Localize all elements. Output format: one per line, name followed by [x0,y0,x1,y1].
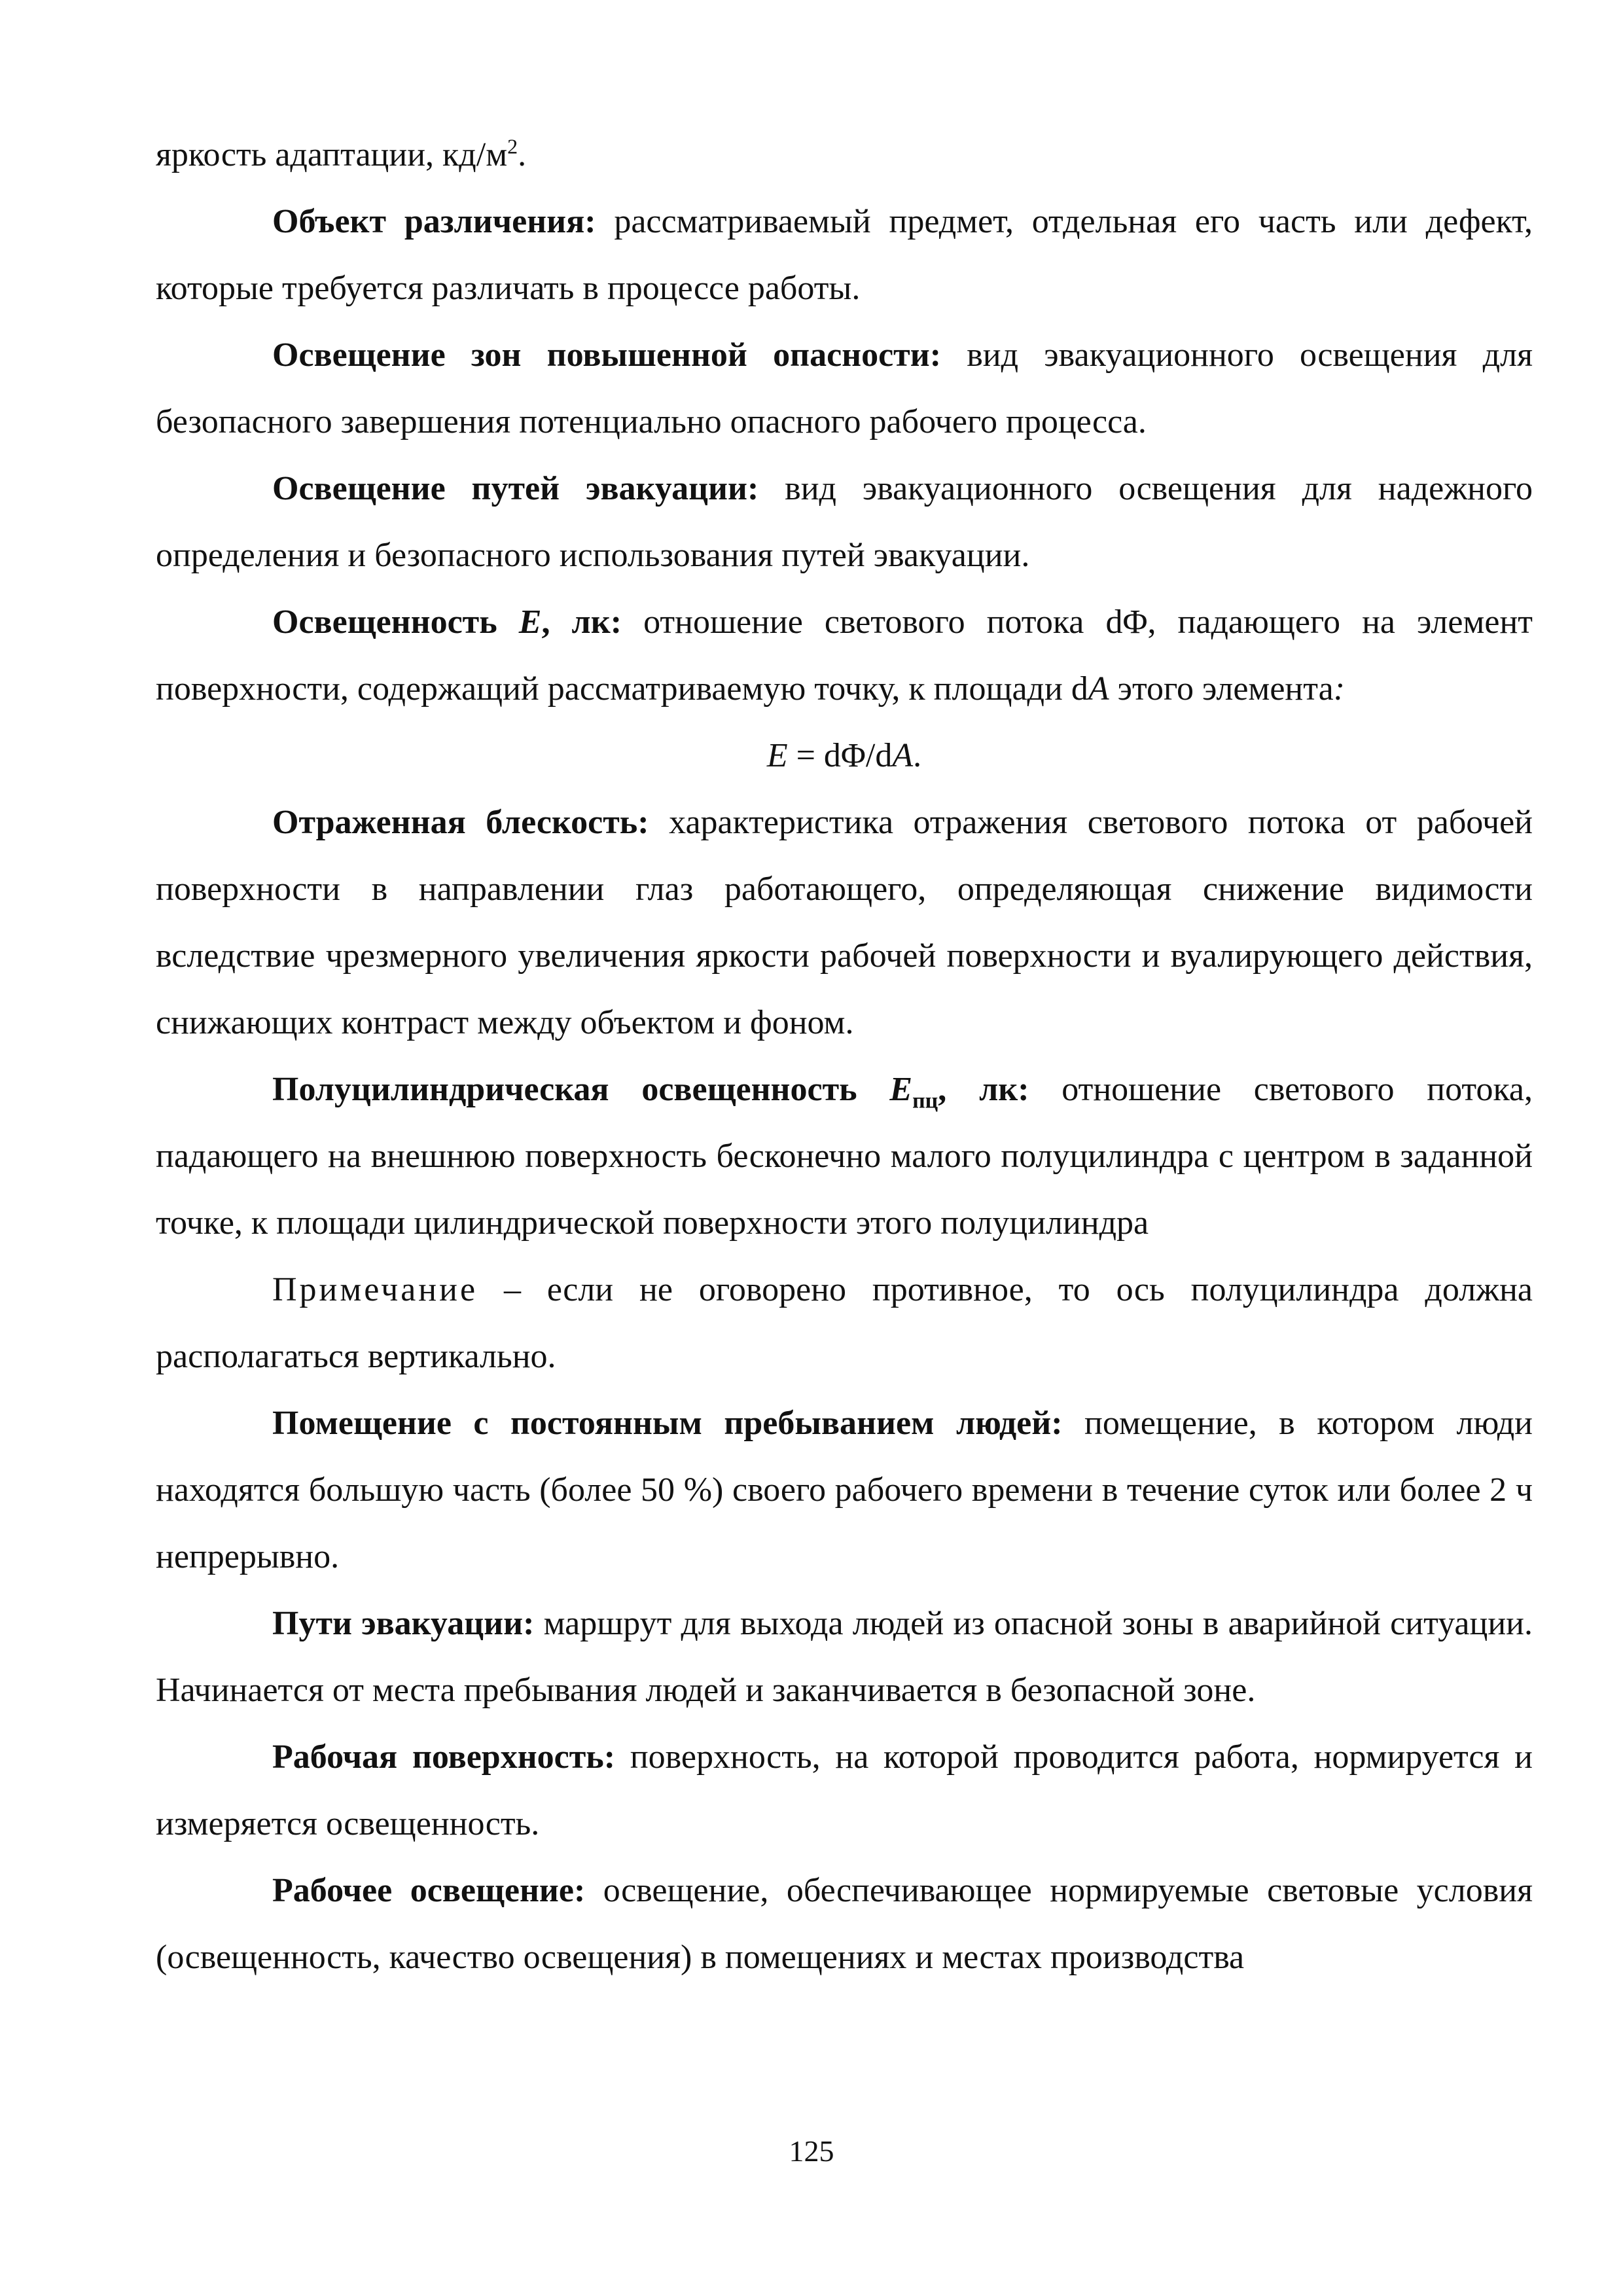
definition: отношение светового потока dΦ, падающего на элемент поверхности, содержащий рассматриваемую точку, к площади d [156,603,1533,708]
formula-part: = dΦ/d [787,737,893,774]
term: Объект различения: [272,203,596,240]
definition-paragraph [156,1857,1533,1991]
term [272,1071,1029,1113]
term-part: , лк: [541,603,622,641]
note-paragraph [156,1257,1533,1390]
term: Пути эвакуации: [272,1605,535,1642]
definition: маршрут для выхода людей из опасной зоны в аварийной ситуации. Начинается от места пребывания людей и заканчивается в безопасной зоне. [156,1605,1533,1709]
formula [156,723,1533,789]
term: Освещение зон повышенной опасности: [272,336,942,374]
definition-paragraph [156,456,1533,589]
superscript: 2 [507,134,518,158]
term-part: , лк: [938,1071,1029,1108]
continuation-text: яркость адаптации, кд/м [156,136,508,173]
definition-paragraph [156,188,1533,322]
definition: рассматриваемый предмет, отдельная его часть или дефект, которые требуется различать в процессе работы. [156,203,1533,307]
definition: вид эвакуационного освещения для безопасного завершения потенциально опасного рабочего процесса. [156,336,1533,440]
continuation-end: . [518,136,527,173]
page-number: 125 [789,2134,834,2168]
term: Рабочая поверхность: [272,1738,616,1776]
definition-paragraph [156,1724,1533,1857]
definition-paragraph [156,1390,1533,1590]
formula-end: . [913,737,922,774]
definition: этого элемента [1109,670,1334,708]
definition-paragraph-semicylindrical [156,1056,1533,1257]
term-variable: E [889,1071,913,1108]
definition: помещение, в котором люди находятся большую часть (более 50 %) своего рабочего времени в течение суток или более 2 ч непрерывно. [156,1405,1533,1575]
note-text: – если не оговорено противное, то ось полуцилиндра должна располагаться вертикально. [156,1271,1533,1375]
definition: вид эвакуационного освещения для надежного определения и безопасного использования путей эвакуации. [156,470,1533,574]
body-text [156,122,1533,1991]
definition: поверхность, на которой проводится работа, нормируется и измеряется освещенность. [156,1738,1533,1842]
term [272,603,622,641]
formula-variable: E [766,737,788,774]
definition-end: : [1333,670,1346,708]
term-part: Полуцилиндрическая освещенность [272,1071,890,1108]
definition: отношение светового потока, падающего на внешнюю поверхность бесконечно малого полуцилиндра с центром в заданной точке, к площади цилиндрической поверхности этого полуцилиндра [156,1071,1533,1242]
continuation-line [156,122,1533,188]
term-variable: E [518,603,542,641]
term: Рабочее освещение: [272,1872,586,1909]
term-part: Освещенность [272,603,519,641]
note-label: Примечание [272,1271,478,1308]
definition-paragraph [156,789,1533,1056]
term: Помещение с постоянным пребыванием людей: [272,1405,1063,1442]
term: Отраженная блескость: [272,804,649,841]
definition: освещение, обеспечивающее нормируемые световые условия (освещенность, качество освещения) в помещениях и местах производства [156,1872,1533,1976]
definition-paragraph [156,1590,1533,1724]
subscript: пц [912,1088,938,1113]
definition-variable: A [1088,670,1109,708]
definition-paragraph-illuminance [156,589,1533,723]
formula-variable: A [892,737,914,774]
term: Освещение путей эвакуации: [272,470,759,507]
definition-paragraph [156,322,1533,456]
definition: характеристика отражения светового потока от рабочей поверхности в направлении глаз работающего, определяющая снижение видимости вследствие чрезмерного увеличения яркости рабочей поверхности и вуалирующего действия, снижающих контраст между объектом и фоном. [156,804,1533,1041]
